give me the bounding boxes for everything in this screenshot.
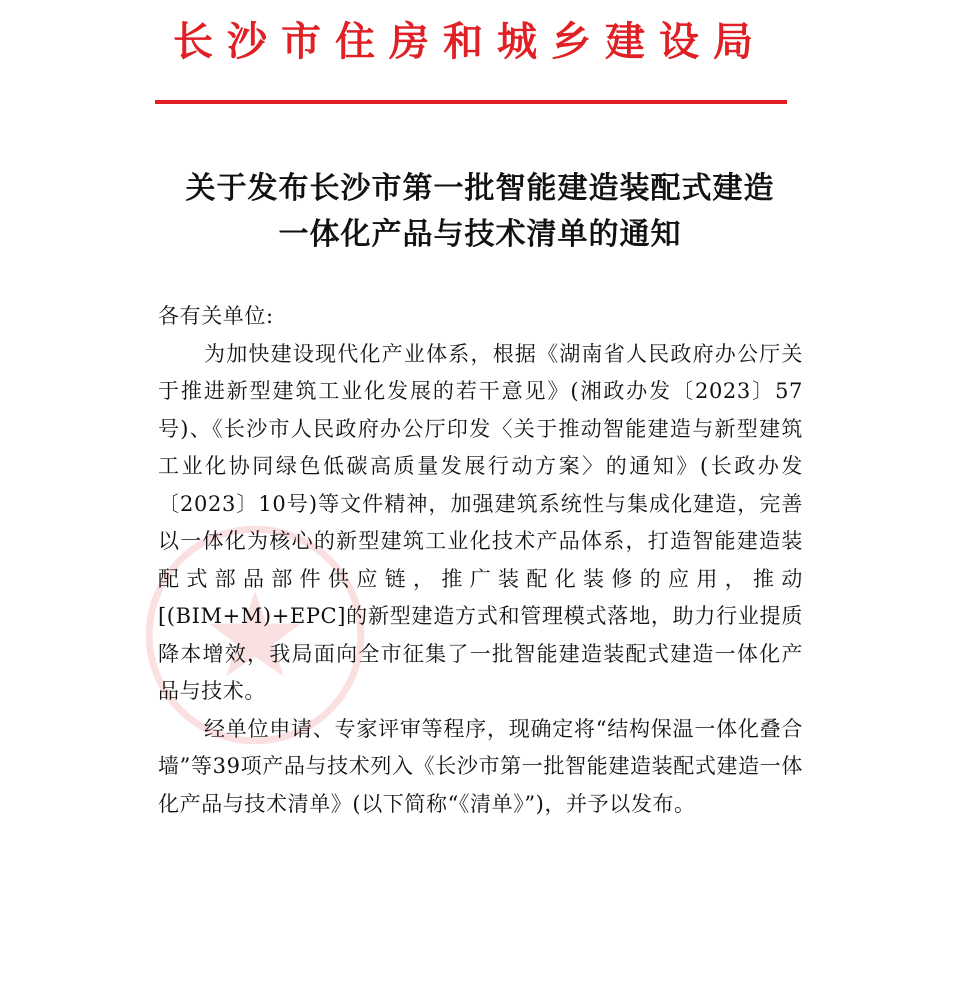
letterhead-red-rule — [155, 100, 787, 104]
body-paragraph-1: 为加快建设现代化产业体系，根据《湖南省人民政府办公厅关于推进新型建筑工业化发展的若干意见》(湘政办发〔2023〕57号)、《长沙市人民政府办公厅印发〈关于推动智能建造与新型建筑工业化协同绿色低碳高质量发展行动方案〉的通知》(长政办发〔2023〕10号)等文件精神，加强建筑系统性与集成化建造，完善以一体化为核心的新型建筑工业化技术产品体系，打造智能建造装配式部品部件供应链，推广装配化装修的应用，推动[(BIM+M)+EPC]的新型建造方式和管理模式落地，助力行业提质降本增效，我局面向全市征集了一批智能建造装配式建造一体化产品与技术。 — [158, 341, 803, 703]
document-body — [158, 298, 803, 823]
document-title-line-2: 一体化产品与技术清单的通知 — [278, 217, 682, 252]
body-paragraph-2: 经单位申请、专家评审等程序，现确定将“结构保温一体化叠合墙”等39项产品与技术列入《长沙市第一批智能建造装配式建造一体化产品与技术清单》(以下简称“《清单》”)，并予以发布。 — [158, 716, 803, 816]
letterhead-title: 长沙市住房和城乡建设局 — [173, 18, 767, 65]
document-title — [120, 166, 840, 258]
document-title-line-1: 关于发布长沙市第一批智能建造装配式建造 — [185, 171, 775, 206]
salutation: 各有关单位: — [158, 304, 274, 328]
